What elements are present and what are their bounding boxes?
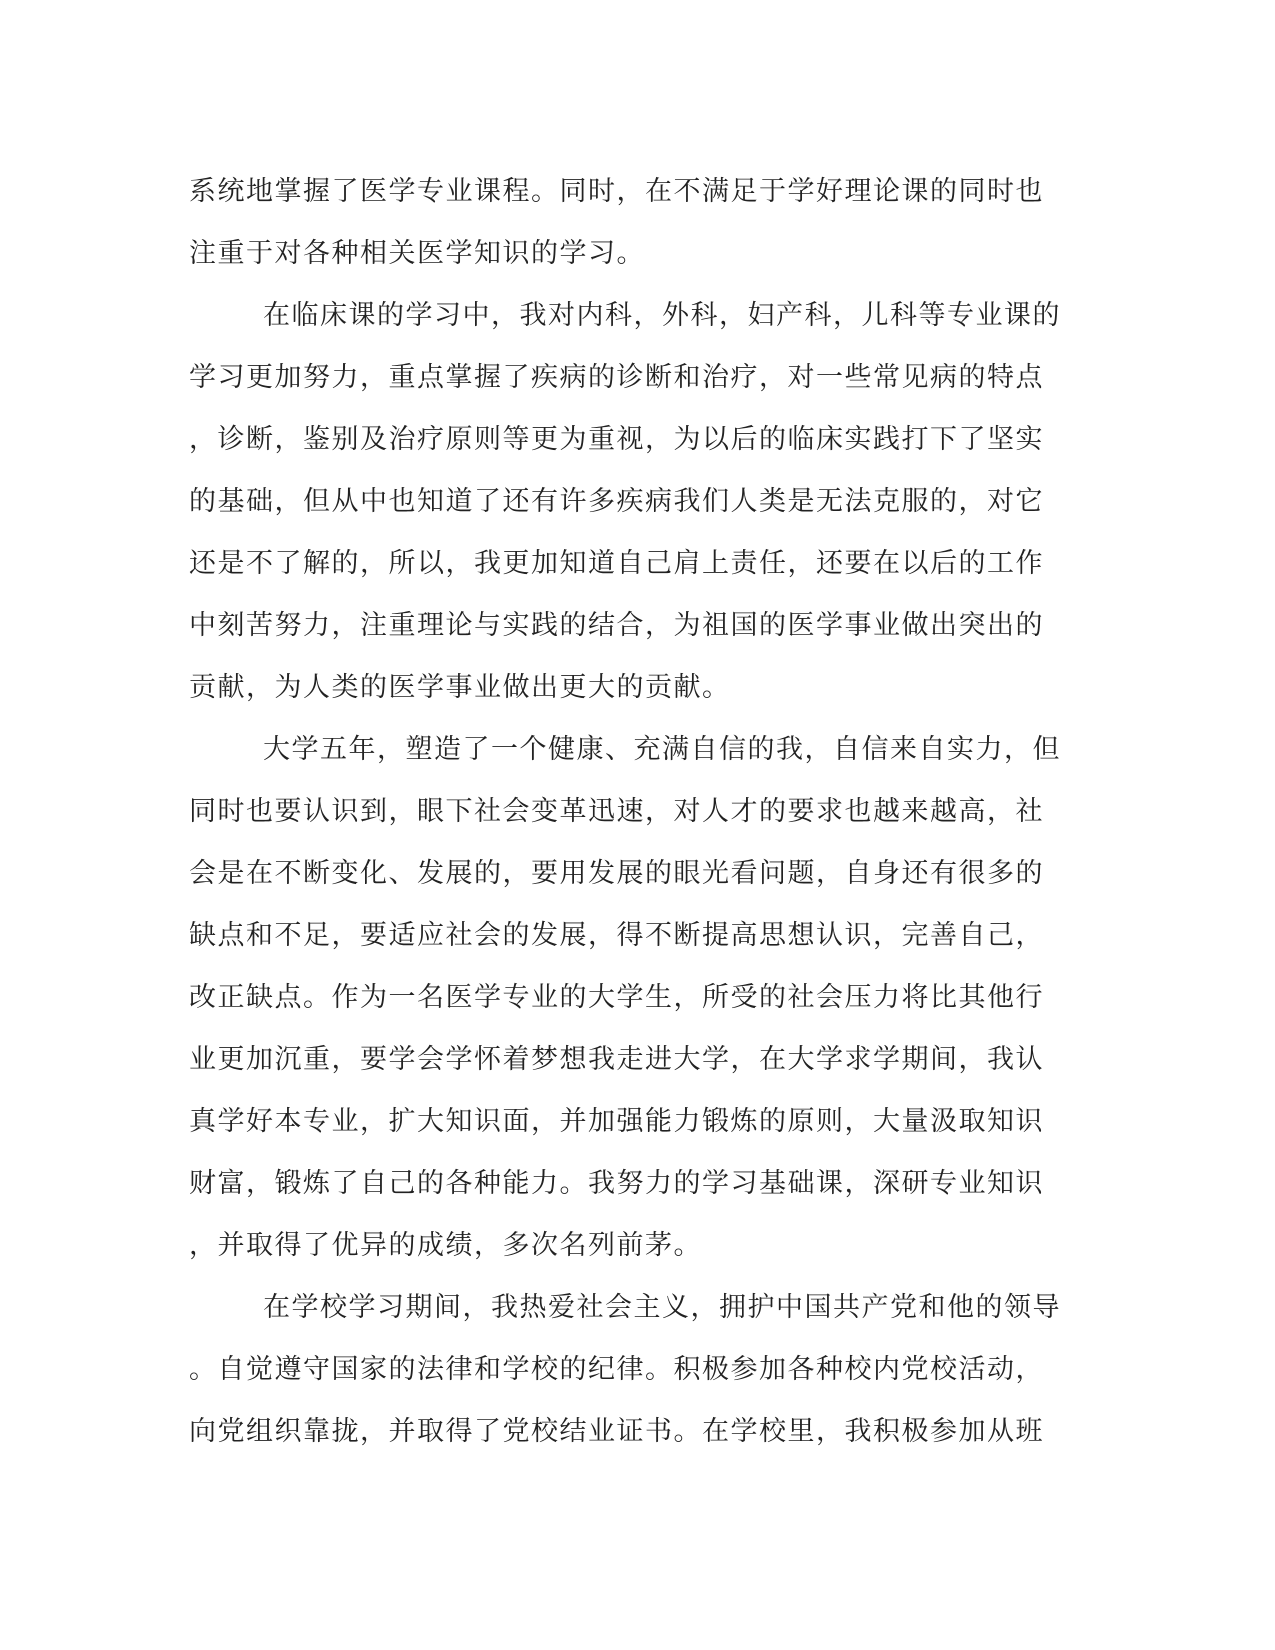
text-line: 的基础，但从中也知道了还有许多疾病我们人类是无法克服的，对它 — [189, 486, 1044, 517]
text-line: 改正缺点。作为一名医学专业的大学生，所受的社会压力将比其他行 — [189, 982, 1044, 1013]
text-line: 注重于对各种相关医学知识的学习。 — [189, 238, 645, 269]
text-line: 贡献，为人类的医学事业做出更大的贡献。 — [189, 672, 731, 703]
text-line: 还是不了解的，所以，我更加知道自己肩上责任，还要在以后的工作 — [189, 548, 1044, 579]
paragraph-start-line: 大学五年，塑造了一个健康、充满自信的我，自信来自实力，但 — [263, 734, 1061, 765]
text-line: ，诊断，鉴别及治疗原则等更为重视，为以后的临床实践打下了坚实 — [189, 424, 1044, 455]
body-text — [189, 161, 1079, 1463]
paragraph-start-line: 在学校学习期间，我热爱社会主义，拥护中国共产党和他的领导 — [263, 1292, 1061, 1323]
text-line: 缺点和不足，要适应社会的发展，得不断提高思想认识，完善自己， — [189, 920, 1044, 951]
text-line: 会是在不断变化、发展的，要用发展的眼光看问题，自身还有很多的 — [189, 858, 1044, 889]
text-line: 中刻苦努力，注重理论与实践的结合，为祖国的医学事业做出突出的 — [189, 610, 1044, 641]
text-line: 系统地掌握了医学专业课程。同时，在不满足于学好理论课的同时也 — [189, 176, 1044, 207]
text-line: 财富，锻炼了自己的各种能力。我努力的学习基础课，深研专业知识 — [189, 1168, 1044, 1199]
text-line: 同时也要认识到，眼下社会变革迅速，对人才的要求也越来越高，社 — [189, 796, 1044, 827]
text-line: ，并取得了优异的成绩，多次名列前茅。 — [189, 1230, 702, 1261]
text-line: 向党组织靠拢，并取得了党校结业证书。在学校里，我积极参加从班 — [189, 1416, 1044, 1447]
text-line: 真学好本专业，扩大知识面，并加强能力锻炼的原则，大量汲取知识 — [189, 1106, 1044, 1137]
text-line: 业更加沉重，要学会学怀着梦想我走进大学，在大学求学期间，我认 — [189, 1044, 1044, 1075]
text-line: 学习更加努力，重点掌握了疾病的诊断和治疗，对一些常见病的特点 — [189, 362, 1044, 393]
text-line: 。自觉遵守国家的法律和学校的纪律。积极参加各种校内党校活动， — [189, 1354, 1044, 1385]
paragraph-start-line: 在临床课的学习中，我对内科，外科，妇产科，儿科等专业课的 — [263, 300, 1061, 331]
